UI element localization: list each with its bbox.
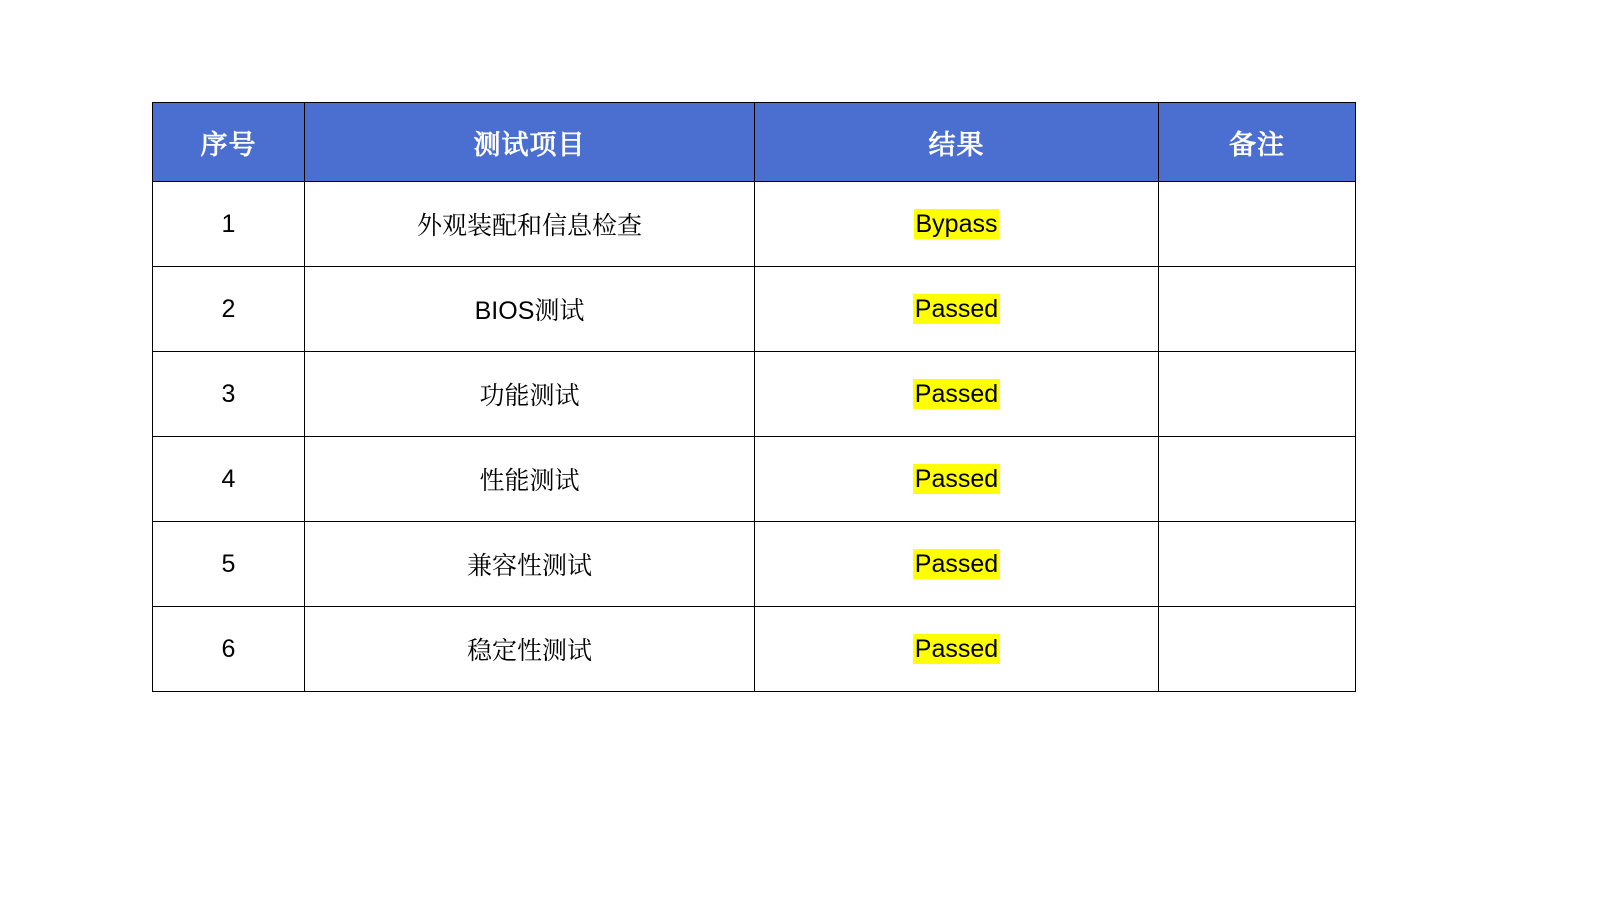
table-header-row	[153, 103, 1356, 182]
table-body	[153, 182, 1356, 692]
table-row	[153, 437, 1356, 522]
result-highlight: Passed	[914, 464, 999, 493]
column-header-result: 结果	[755, 103, 1159, 182]
table-row	[153, 352, 1356, 437]
test-results-table-container	[152, 102, 1355, 692]
cell-note	[1159, 522, 1356, 607]
cell-index: 2	[153, 267, 305, 352]
cell-test-item: 功能测试	[305, 352, 755, 437]
cell-note	[1159, 607, 1356, 692]
cell-result	[755, 352, 1159, 437]
test-results-table	[152, 102, 1356, 692]
cell-test-item: 外观装配和信息检查	[305, 182, 755, 267]
column-header-test-item: 测试项目	[305, 103, 755, 182]
cell-result	[755, 607, 1159, 692]
cell-note	[1159, 352, 1356, 437]
cell-index: 5	[153, 522, 305, 607]
column-header-index: 序号	[153, 103, 305, 182]
cell-result	[755, 437, 1159, 522]
cell-index: 6	[153, 607, 305, 692]
cell-note	[1159, 182, 1356, 267]
cell-test-item: BIOS测试	[305, 267, 755, 352]
cell-result	[755, 522, 1159, 607]
result-highlight: Passed	[914, 634, 999, 663]
result-highlight: Bypass	[915, 209, 998, 238]
table-row	[153, 522, 1356, 607]
result-highlight: Passed	[914, 549, 999, 578]
table-row	[153, 267, 1356, 352]
cell-index: 1	[153, 182, 305, 267]
table-row	[153, 182, 1356, 267]
result-highlight: Passed	[914, 379, 999, 408]
cell-index: 3	[153, 352, 305, 437]
result-highlight: Passed	[914, 294, 999, 323]
cell-result	[755, 182, 1159, 267]
column-header-note: 备注	[1159, 103, 1356, 182]
cell-note	[1159, 437, 1356, 522]
cell-test-item: 稳定性测试	[305, 607, 755, 692]
cell-result	[755, 267, 1159, 352]
cell-test-item: 性能测试	[305, 437, 755, 522]
cell-test-item: 兼容性测试	[305, 522, 755, 607]
cell-note	[1159, 267, 1356, 352]
table-row	[153, 607, 1356, 692]
cell-index: 4	[153, 437, 305, 522]
table-header	[153, 103, 1356, 182]
